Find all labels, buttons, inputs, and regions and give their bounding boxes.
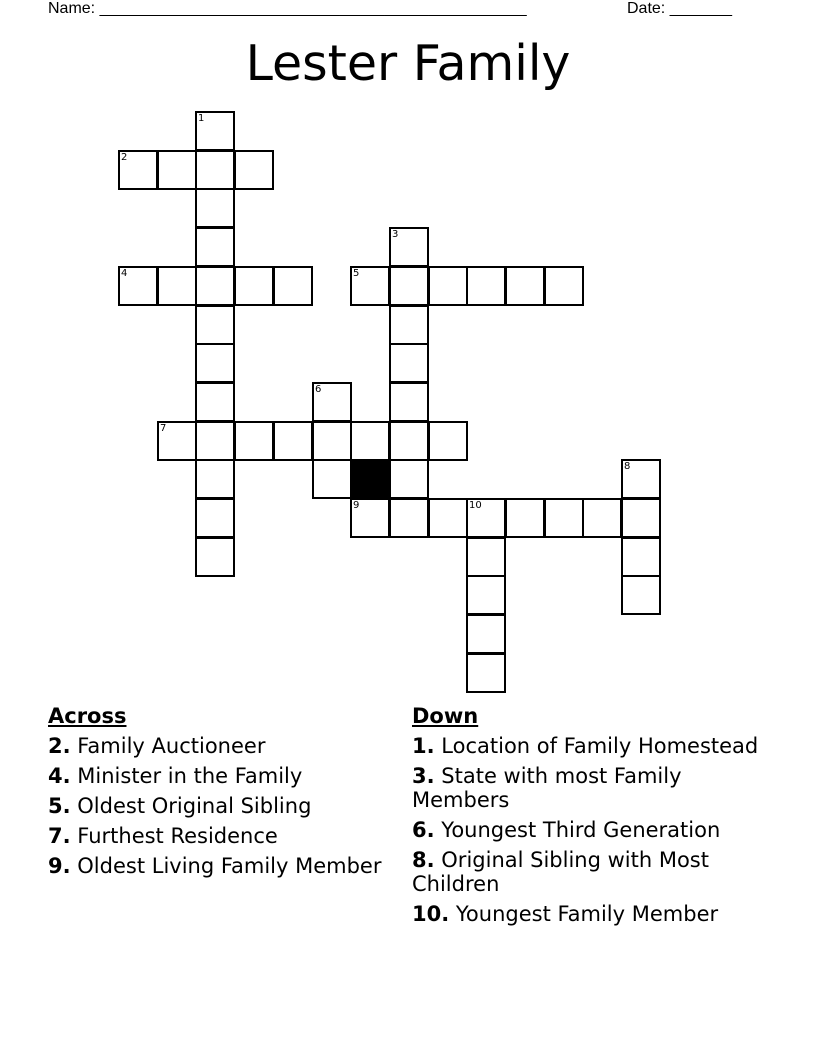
cell-number: 10 [469, 500, 482, 511]
grid-cell[interactable] [466, 575, 506, 615]
grid-cell[interactable] [389, 266, 429, 306]
grid-cell[interactable] [157, 266, 197, 306]
clue-text: State with most Family Members [412, 764, 682, 812]
grid-cell[interactable] [157, 150, 197, 190]
clue-across-7 [48, 824, 388, 848]
grid-cell[interactable] [466, 653, 506, 693]
clue-number: 8. [412, 848, 435, 872]
grid-cell[interactable] [118, 266, 158, 306]
grid-cell[interactable] [195, 421, 235, 461]
clue-number: 6. [412, 818, 435, 842]
grid-cell[interactable] [505, 266, 545, 306]
clue-text: Location of Family Homestead [441, 734, 759, 758]
grid-cell[interactable] [195, 150, 235, 190]
grid-cell[interactable] [428, 498, 468, 538]
cell-number: 9 [353, 500, 360, 511]
clue-down-3 [412, 764, 772, 812]
grid-cell[interactable] [389, 459, 429, 499]
cell-number: 8 [624, 461, 631, 472]
grid-cell[interactable] [621, 575, 661, 615]
grid-cell[interactable] [157, 421, 197, 461]
grid-cell[interactable] [389, 498, 429, 538]
grid-cell[interactable] [428, 266, 468, 306]
clue-number: 1. [412, 734, 435, 758]
grid-cell[interactable] [544, 498, 584, 538]
clue-down-6 [412, 818, 772, 842]
down-heading: Down [412, 704, 479, 728]
grid-cell[interactable] [234, 150, 274, 190]
date-field[interactable]: Date: _______ [627, 0, 732, 17]
across-clues [48, 704, 388, 884]
grid-cell[interactable] [350, 498, 390, 538]
grid-cell[interactable] [195, 305, 235, 345]
grid-cell[interactable] [544, 266, 584, 306]
grid-cell[interactable] [389, 421, 429, 461]
clue-text: Minister in the Family [77, 764, 303, 788]
page-title: Lester Family [245, 35, 571, 92]
black-cell [350, 459, 390, 499]
clue-down-8 [412, 848, 772, 896]
grid-cell[interactable] [234, 266, 274, 306]
grid-cell[interactable] [466, 614, 506, 654]
clue-number: 3. [412, 764, 435, 788]
cell-number: 1 [198, 113, 205, 124]
grid-cell[interactable] [195, 227, 235, 267]
grid-cell[interactable] [195, 459, 235, 499]
grid-cell[interactable] [234, 421, 274, 461]
grid-cell[interactable] [195, 343, 235, 383]
grid-cell[interactable] [195, 266, 235, 306]
grid-cell[interactable] [389, 382, 429, 422]
cell-number: 3 [392, 229, 399, 240]
clue-across-4 [48, 764, 388, 788]
grid-cell[interactable] [312, 421, 352, 461]
clue-down-1 [412, 734, 772, 758]
clue-text: Oldest Original Sibling [77, 794, 312, 818]
clue-text: Oldest Living Family Member [77, 854, 382, 878]
across-heading: Across [48, 704, 127, 728]
cell-number: 4 [121, 268, 128, 279]
name-field[interactable]: Name: ________________________________________________ [48, 0, 527, 17]
clue-text: Family Auctioneer [77, 734, 266, 758]
clue-across-2 [48, 734, 388, 758]
grid-cell[interactable] [621, 537, 661, 577]
grid-cell[interactable] [466, 266, 506, 306]
grid-cell[interactable] [195, 382, 235, 422]
grid-cell[interactable] [466, 537, 506, 577]
grid-cell[interactable] [350, 421, 390, 461]
clue-number: 7. [48, 824, 71, 848]
grid-cell[interactable] [428, 421, 468, 461]
cell-number: 2 [121, 152, 128, 163]
grid-cell[interactable] [621, 498, 661, 538]
grid-cell[interactable] [350, 266, 390, 306]
grid-cell[interactable] [389, 343, 429, 383]
cell-number: 7 [160, 423, 167, 434]
grid-cell[interactable] [466, 498, 506, 538]
clue-number: 2. [48, 734, 71, 758]
cell-number: 5 [353, 268, 360, 279]
clue-down-10 [412, 902, 772, 926]
grid-cell[interactable] [389, 305, 429, 345]
grid-cell[interactable] [312, 459, 352, 499]
grid-cell[interactable] [118, 150, 158, 190]
grid-cell[interactable] [195, 498, 235, 538]
clue-across-5 [48, 794, 388, 818]
grid-cell[interactable] [195, 111, 235, 151]
grid-cell[interactable] [195, 188, 235, 228]
grid-cell[interactable] [621, 459, 661, 499]
grid-cell[interactable] [389, 227, 429, 267]
grid-cell[interactable] [312, 382, 352, 422]
cell-number: 6 [315, 384, 322, 395]
grid-cell[interactable] [195, 537, 235, 577]
clue-text: Original Sibling with Most Children [412, 848, 709, 896]
grid-cell[interactable] [505, 498, 545, 538]
clue-text: Youngest Third Generation [441, 818, 721, 842]
clue-text: Youngest Family Member [455, 902, 719, 926]
clue-number: 9. [48, 854, 71, 878]
clue-number: 10. [412, 902, 450, 926]
clue-text: Furthest Residence [77, 824, 278, 848]
grid-cell[interactable] [273, 421, 313, 461]
clue-number: 4. [48, 764, 71, 788]
grid-cell[interactable] [582, 498, 622, 538]
grid-cell[interactable] [273, 266, 313, 306]
clue-across-9 [48, 854, 388, 878]
down-clues [412, 704, 772, 932]
clue-number: 5. [48, 794, 71, 818]
